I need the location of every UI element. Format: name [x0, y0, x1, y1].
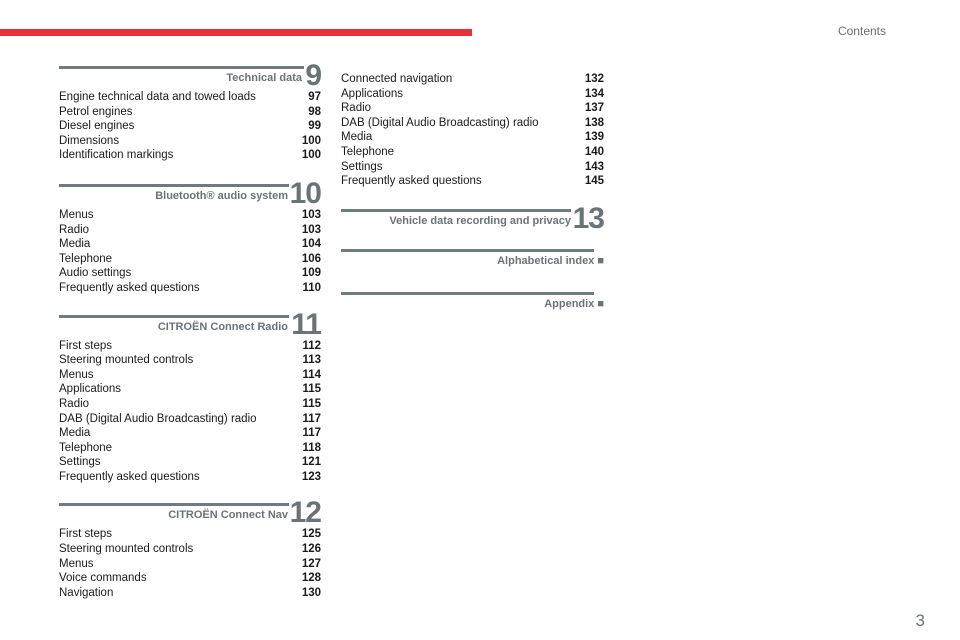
entry-label: Menus	[59, 208, 94, 221]
left-column	[59, 59, 321, 600]
entry-label: Applications	[341, 87, 404, 100]
section-title[interactable]: Vehicle data recording and privacy	[389, 214, 571, 227]
entry-page: 98	[308, 105, 321, 118]
entry-page: 110	[302, 281, 321, 294]
toc-entry[interactable]	[59, 527, 321, 542]
entry-page: 123	[301, 470, 321, 483]
section-title[interactable]: Bluetooth® audio system	[155, 189, 288, 202]
entry-label: Radio	[59, 397, 90, 410]
section-10	[59, 176, 321, 296]
toc-entry[interactable]	[59, 339, 321, 354]
entry-label: Steering mounted controls	[59, 543, 194, 556]
entry-page: 117	[302, 412, 321, 425]
entry-label: Identification markings	[59, 149, 174, 162]
section-header	[59, 307, 321, 341]
entry-label: Petrol engines	[59, 105, 133, 118]
entry-page: 140	[584, 145, 604, 158]
entry-label: Navigation	[59, 586, 114, 599]
entry-page: 104	[301, 238, 321, 251]
toc-entry[interactable]	[59, 134, 321, 149]
section-rule	[59, 315, 289, 318]
entry-label: DAB (Digital Audio Broadcasting) radio	[341, 116, 539, 129]
section-title[interactable]: Technical data	[226, 72, 302, 84]
entry-label: Voice commands	[59, 572, 147, 585]
entry-page: 114	[302, 368, 321, 381]
section-alphabetical-index	[341, 249, 604, 271]
entry-page: 121	[301, 456, 321, 469]
section-header	[341, 201, 604, 235]
entry-label: First steps	[59, 528, 113, 541]
section-number: 11	[291, 307, 321, 341]
entry-label: First steps	[59, 339, 113, 352]
entry-page: 117	[302, 427, 321, 440]
toc-entry[interactable]	[59, 470, 321, 485]
toc-entry[interactable]	[59, 266, 321, 281]
entry-label: DAB (Digital Audio Broadcasting) radio	[59, 412, 257, 425]
section-rule	[59, 66, 304, 69]
entry-page: 106	[301, 252, 321, 265]
toc-entry[interactable]	[59, 148, 321, 163]
section-title[interactable]: Alphabetical index ■	[497, 254, 604, 267]
section-9	[59, 59, 321, 163]
toc-entry[interactable]	[341, 87, 604, 102]
header-title: Contents	[837, 24, 886, 38]
entry-page: 125	[301, 528, 321, 541]
section-number: 12	[289, 496, 321, 530]
toc-entry[interactable]	[59, 281, 321, 296]
entry-page: 97	[308, 91, 321, 103]
entry-label: Frequently asked questions	[59, 470, 200, 483]
section-rule	[341, 209, 571, 212]
entry-page: 112	[302, 339, 321, 352]
entry-page: 115	[302, 383, 321, 396]
entry-label: Settings	[59, 456, 101, 469]
entry-label: Telephone	[341, 145, 395, 158]
toc-entry[interactable]	[59, 426, 321, 441]
entry-page: 109	[301, 267, 321, 280]
section-rule	[341, 249, 594, 252]
section-number: 9	[305, 59, 321, 92]
section-13	[341, 201, 604, 235]
toc-entry[interactable]	[59, 557, 321, 572]
toc-entry[interactable]	[59, 586, 321, 601]
right-column	[341, 72, 604, 314]
entry-label: Engine technical data and towed loads	[59, 91, 256, 103]
toc-entry[interactable]	[59, 90, 321, 105]
toc-entry[interactable]	[341, 130, 604, 145]
entry-page: 103	[301, 223, 321, 236]
entry-label: Dimensions	[59, 134, 120, 147]
toc-entry[interactable]	[59, 368, 321, 383]
toc-entry[interactable]	[59, 571, 321, 586]
entry-page: 118	[302, 441, 321, 454]
entry-page: 139	[584, 131, 604, 144]
section-number: 13	[572, 201, 604, 235]
toc-entry[interactable]	[59, 382, 321, 397]
toc-entry[interactable]	[59, 252, 321, 267]
entry-label: Applications	[59, 383, 122, 396]
entry-page: 103	[301, 208, 321, 221]
toc-entry[interactable]	[341, 116, 604, 131]
toc-entry[interactable]	[59, 237, 321, 252]
entry-page: 99	[308, 120, 321, 133]
toc-entry[interactable]	[59, 353, 321, 368]
entry-label: Media	[59, 238, 91, 251]
toc-entry[interactable]	[59, 455, 321, 470]
entry-page: 132	[584, 73, 604, 85]
entry-label: Telephone	[59, 252, 113, 265]
entry-label: Audio settings	[59, 267, 132, 280]
entry-page: 100	[301, 134, 321, 147]
toc-entry[interactable]	[341, 101, 604, 116]
entry-page: 126	[301, 543, 321, 556]
toc-entry[interactable]	[341, 145, 604, 160]
section-appendix	[341, 292, 604, 314]
page-number: 3	[915, 611, 925, 630]
section-12	[59, 496, 321, 600]
section-rule	[59, 503, 289, 506]
toc-entry[interactable]	[341, 174, 604, 189]
entry-page: 128	[301, 572, 321, 585]
entry-page: 138	[584, 116, 604, 129]
entry-label: Frequently asked questions	[59, 281, 200, 294]
section-rule	[341, 292, 594, 295]
section-11	[59, 307, 321, 485]
toc-entry[interactable]	[341, 72, 604, 87]
section-header	[59, 59, 321, 92]
section-header	[59, 496, 321, 530]
section-number: 10	[289, 176, 321, 210]
toc-entry[interactable]	[59, 208, 321, 223]
entry-page: 115	[302, 397, 321, 410]
entry-page: 130	[301, 586, 321, 599]
entry-label: Connected navigation	[341, 73, 453, 85]
entry-label: Steering mounted controls	[59, 354, 194, 367]
entry-page: 127	[301, 557, 321, 570]
entry-label: Media	[341, 131, 373, 144]
toc-entry[interactable]	[59, 105, 321, 120]
entry-label: Telephone	[59, 441, 113, 454]
section-rule	[59, 184, 289, 187]
entry-label: Menus	[59, 368, 94, 381]
section-header	[59, 176, 321, 210]
entry-page: 113	[302, 354, 321, 367]
section-title[interactable]: Appendix ■	[544, 297, 604, 310]
entry-page: 145	[584, 175, 604, 188]
entry-label: Radio	[59, 223, 90, 236]
entry-label: Menus	[59, 557, 94, 570]
entry-label: Frequently asked questions	[341, 175, 482, 188]
toc-entry[interactable]	[59, 441, 321, 456]
entry-page: 100	[301, 149, 321, 162]
entry-label: Diesel engines	[59, 120, 135, 133]
toc-entry[interactable]	[59, 119, 321, 134]
entry-page: 137	[584, 102, 604, 115]
toc-entry[interactable]	[59, 542, 321, 557]
entry-label: Radio	[341, 102, 372, 115]
toc-entry[interactable]	[59, 397, 321, 412]
toc-entry[interactable]	[59, 223, 321, 238]
section-title[interactable]: CITROËN Connect Radio	[157, 320, 288, 333]
section-title[interactable]: CITROËN Connect Nav	[168, 509, 288, 522]
top-accent-bar	[0, 29, 472, 36]
entry-label: Settings	[341, 160, 383, 173]
entry-label: Media	[59, 427, 91, 440]
toc-entry[interactable]	[341, 160, 604, 175]
entry-page: 134	[584, 87, 604, 100]
toc-entry[interactable]	[59, 412, 321, 427]
entry-page: 143	[584, 160, 604, 173]
